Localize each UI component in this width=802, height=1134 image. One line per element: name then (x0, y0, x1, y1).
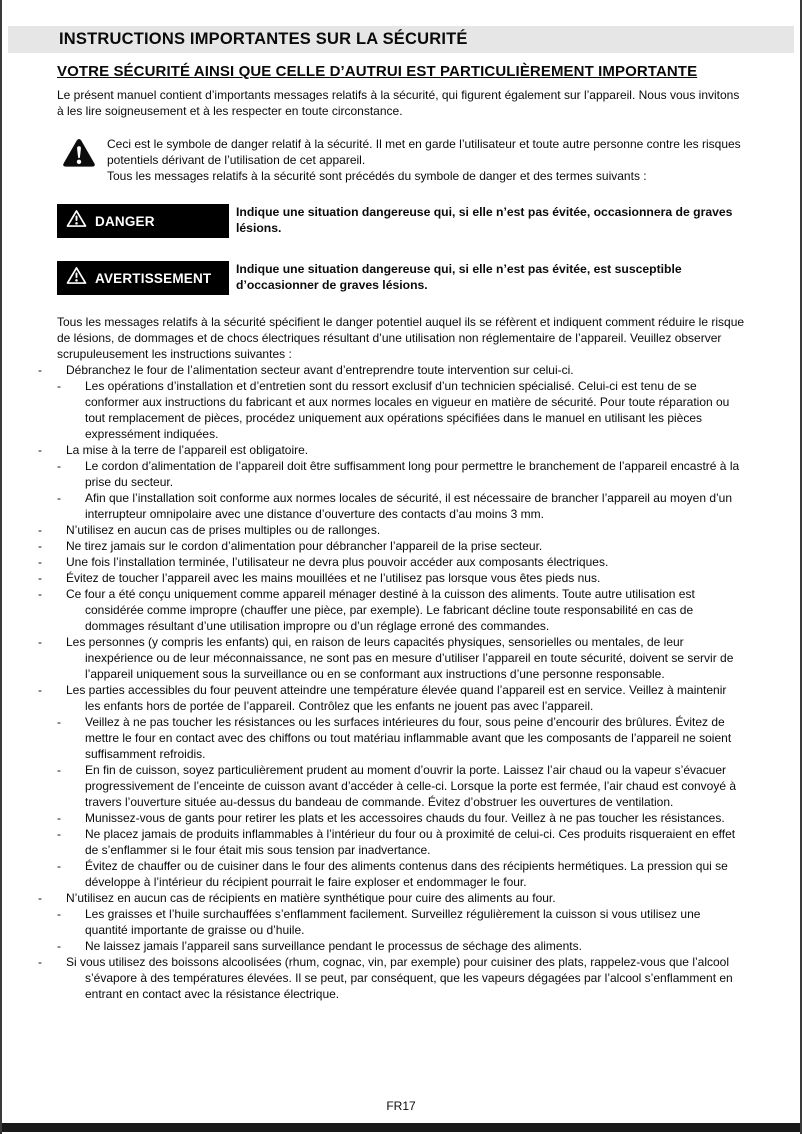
list-item: - N’utilisez en aucun cas de prises multiples ou de rallonges. (38, 523, 381, 537)
list-item (57, 458, 745, 490)
bullet-dash: - (57, 763, 61, 777)
bullet-dash: - (57, 811, 61, 825)
list-item (57, 938, 745, 954)
list-item-text: Ce four a été conçu uniquement comme appareil ménager destiné à la cuisson des aliments. Toute autre utilisation est considérée comme impropre (chauffer une pièce, par exemple). Le fabricant décline toute responsabilité en cas de dommages résultant d’une utilisation impropre ou d’un réglage erroné des commandes. (66, 587, 695, 633)
list-item-text: Évitez de chauffer ou de cuisiner dans le four des aliments contenus dans des récipients hermétiques. La pression qui se développe à l’intérieur du récipient pourrait le faire exploser et endommager le four. (85, 859, 728, 889)
warning-triangle-icon (66, 209, 87, 233)
bullet-dash: - (57, 939, 61, 953)
list-item-text: N’utilisez en aucun cas de récipients en matière synthétique pour cuire des aliments au four. (66, 891, 556, 905)
list-item-text: Ne laissez jamais l’appareil sans surveillance pendant le processus de séchage des aliments. (85, 939, 582, 953)
danger-symbol-text (107, 136, 745, 184)
list-item-text: Évitez de toucher l’appareil avec les mains mouillées et ne l’utilisez pas lorsque vous êtes pieds nus. (66, 571, 601, 585)
danger-label-box (57, 204, 229, 238)
danger-row (57, 204, 745, 238)
danger-label: DANGER (95, 213, 155, 229)
warning-row (57, 261, 745, 295)
list-item-text: Les graisses et l’huile surchauffées s’enflamment facilement. Surveillez régulièrement la cuisson si vous utilisez une quantité importante de graisse ou d’huile. (85, 907, 701, 937)
page-number: FR17 (386, 1099, 416, 1113)
instructions-list (38, 362, 745, 1002)
list-item-text: Veillez à ne pas toucher les résistances ou les surfaces intérieures du four, sous peine d’encourir des brûlures. Évitez de mettre le four en contact avec des chiffons ou tout matériau inflammable avant que les composants de l’appareil ne soient suffisamment refroidis. (85, 715, 732, 761)
bullet-dash: - (57, 491, 61, 505)
list-item (57, 714, 745, 762)
list-item-text: En fin de cuisson, soyez particulièrement prudent au moment d’ouvrir la porte. Laissez l’air chaud ou la vapeur s’évacuer progressivement de l’enceinte de cuisson avant d’accéder à celle-ci. Lorsque la porte est fermée, l’air chaud est convoyé à travers l’ouverture située au-dessus du bandeau de commande. Évitez d’obstruer les ouvertures de ventilation. (85, 763, 737, 809)
list-item (57, 826, 745, 858)
danger-symbol-note (62, 136, 745, 184)
list-item (57, 906, 745, 938)
danger-description: Indique une situation dangereuse qui, si elle n’est pas évitée, occasionnera de graves lésions. (236, 205, 733, 235)
list-item-text: Une fois l’installation terminée, l’utilisateur ne devra plus pouvoir accéder aux composants électriques. (66, 555, 609, 569)
list-item: - Les personnes (y compris les enfants) qui, en raison de leurs capacités physiques, sensorielles ou mentales, de leur inexpérience ou de leur méconnaissance, ne sont pas en mesure d’utiliser l’appareil en toute sécurité, doivent se servir de l’appareil uniquement sous la surveillance ou en se conformant aux instructions d’une personne responsable. (38, 635, 734, 681)
warning-label-box (57, 261, 229, 295)
rules-intro-paragraph: Tous les messages relatifs à la sécurité spécifient le danger potentiel auquel ils se réfèrent et indiquent comment réduire le risque de lésions, de dommages et de chocs électriques résultant d’une utilisation non réglementaire de l’appareil. Veuillez observer scrupuleusement les instructions suivantes : (57, 315, 745, 361)
warning-triangle-icon (66, 266, 87, 290)
intro-paragraph: Le présent manuel contient d’importants messages relatifs à la sécurité, qui figurent également sur l’appareil. Nous vous invitons à les lire soigneusement et à les respecter en toute circonstance. (57, 88, 740, 118)
list-item (57, 490, 745, 522)
symbol-note-line1: Ceci est le symbole de danger relatif à la sécurité. Il met en garde l’utilisateur et toute autre personne contre les risques potentiels dérivant de l’utilisation de cet appareil. (107, 137, 741, 167)
list-item: - Évitez de toucher l’appareil avec les mains mouillées et ne l’utilisez pas lorsque vous êtes pieds nus. (38, 571, 601, 585)
bullet-dash: - (57, 459, 61, 473)
list-item (57, 762, 745, 810)
list-item: - Débranchez le four de l’alimentation secteur avant d’entreprendre toute intervention sur celui-ci. (38, 363, 574, 377)
list-item (57, 810, 745, 826)
list-item-text: Les personnes (y compris les enfants) qui, en raison de leurs capacités physiques, sensorielles ou mentales, de leur inexpérience ou de leur méconnaissance, ne sont pas en mesure d’utiliser l’appareil en toute sécurité, doivent se servir de l’appareil uniquement sous la surveillance ou en se conformant aux instructions d’une personne responsable. (66, 635, 734, 681)
footer-bar (2, 1123, 800, 1132)
list-item-text: N’utilisez en aucun cas de prises multiples ou de rallonges. (66, 523, 381, 537)
warning-label: AVERTISSEMENT (95, 270, 212, 286)
warning-description: Indique une situation dangereuse qui, si elle n’est pas évitée, est susceptible d’occasionner de graves lésions. (236, 262, 682, 292)
list-item-text: Afin que l’installation soit conforme aux normes locales de sécurité, il est nécessaire de brancher l’appareil au moyen d’un interrupteur omnipolaire avec une distance d’ouverture des contacts d’au moins 3 mm. (85, 491, 733, 521)
list-item: - Ce four a été conçu uniquement comme appareil ménager destiné à la cuisson des aliments. Toute autre utilisation est considérée comme impropre (chauffer une pièce, par exemple). Le fabricant décline toute responsabilité en cas de dommages résultant d’une utilisation impropre ou d’un réglage erroné des commandes. (38, 587, 695, 633)
list-item-text: Débranchez le four de l’alimentation secteur avant d’entreprendre toute intervention sur celui-ci. (66, 363, 574, 377)
bullet-dash: - (57, 859, 61, 873)
list-item (57, 858, 745, 890)
list-item-text: Munissez-vous de gants pour retirer les plats et les accessoires chauds du four. Veillez à ne pas toucher les résistances. (85, 811, 725, 825)
bullet-dash: - (57, 715, 61, 729)
list-item-text: Ne tirez jamais sur le cordon d’alimentation pour débrancher l’appareil de la prise secteur. (66, 539, 543, 553)
list-item-text: Les opérations d’installation et d’entretien sont du ressort exclusif d’un technicien spécialisé. Celui-ci est tenu de se conformer aux instructions du fabricant et aux normes locales en vigueur en matière de sécurité. Pour toute réparation ou tout remplacement de pièces, procédez uniquement aux opérations spécifiées dans le manuel en utilisant les pièces expressément indiquées. (85, 379, 730, 441)
list-item-text: La mise à la terre de l’appareil est obligatoire. (66, 443, 309, 457)
list-item: - N’utilisez en aucun cas de récipients en matière synthétique pour cuire des aliments au four. (38, 891, 556, 905)
warning-triangle-icon (62, 136, 96, 173)
list-item: - La mise à la terre de l’appareil est obligatoire. (38, 443, 309, 457)
list-item-text: Le cordon d’alimentation de l’appareil doit être suffisamment long pour permettre le branchement de l’appareil encastré à la prise du secteur. (85, 459, 740, 489)
list-item: - Les parties accessibles du four peuvent atteindre une température élevée quand l’appareil est en service. Veillez à maintenir les enfants hors de portée de l’appareil. Contrôlez que les enfants ne jouent pas avec l’appareil. (38, 683, 727, 713)
list-item: - Une fois l’installation terminée, l’utilisateur ne devra plus pouvoir accéder aux composants électriques. (38, 555, 609, 569)
list-item-text: Ne placez jamais de produits inflammables à l’intérieur du four ou à proximité de celui-ci. Ces produits risqueraient en effet de s’enflammer si le four était mis sous tension par inadvertance. (85, 827, 736, 857)
list-item (57, 378, 745, 442)
page-title: INSTRUCTIONS IMPORTANTES SUR LA SÉCURITÉ (59, 30, 468, 48)
bullet-dash: - (57, 827, 61, 841)
list-item-text: Si vous utilisez des boissons alcoolisées (rhum, cognac, vin, par exemple) pour cuisiner des plats, rappelez-vous que l’alcool s’évapore à des températures élevées. Il se peut, par conséquent, que les vapeurs dégagées par l’alcool s’enflamment en entrant en contact avec la résistance électrique. (66, 955, 733, 1001)
list-item-text: Les parties accessibles du four peuvent atteindre une température élevée quand l’appareil est en service. Veillez à maintenir les enfants hors de portée de l’appareil. Contrôlez que les enfants ne jouent pas avec l’appareil. (66, 683, 727, 713)
list-item: - Ne tirez jamais sur le cordon d’alimentation pour débrancher l’appareil de la prise secteur. (38, 539, 543, 553)
bullet-dash: - (57, 379, 61, 393)
section-header-bar (8, 26, 794, 53)
bullet-dash: - (57, 907, 61, 921)
symbol-note-line2: Tous les messages relatifs à la sécurité sont précédés du symbole de danger et des termes suivants : (107, 169, 647, 183)
list-item: - Si vous utilisez des boissons alcoolisées (rhum, cognac, vin, par exemple) pour cuisiner des plats, rappelez-vous que l’alcool s’évapore à des températures élevées. Il se peut, par conséquent, que les vapeurs dégagées par l’alcool s’enflamment en entrant en contact avec la résistance électrique. (38, 955, 733, 1001)
subtitle: VOTRE SÉCURITÉ AINSI QUE CELLE D’AUTRUI EST PARTICULIÈREMENT IMPORTANTE (57, 63, 698, 80)
